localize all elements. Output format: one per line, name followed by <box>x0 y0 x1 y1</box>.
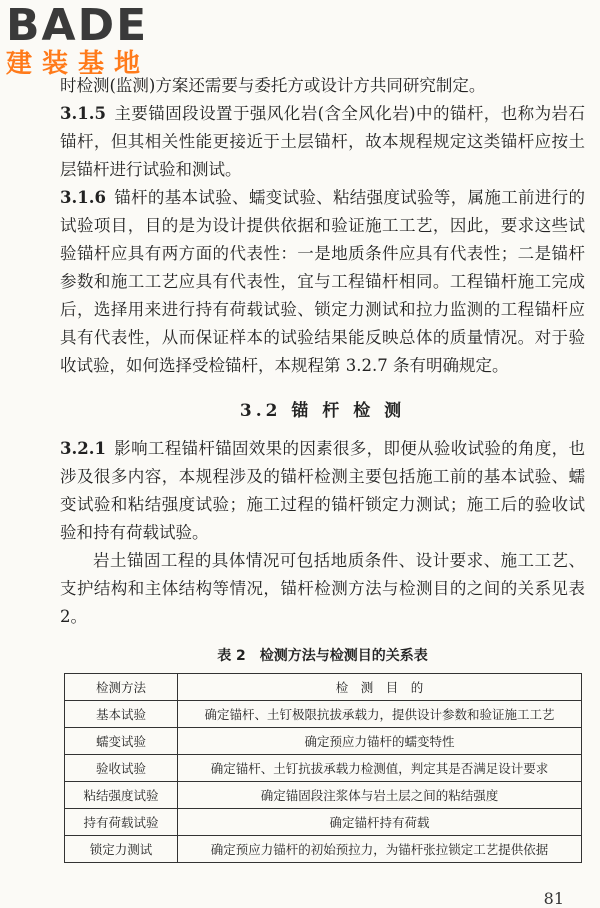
document-body <box>60 72 585 863</box>
clause-3-1-6 <box>60 184 585 380</box>
logo-subtext: 建装基地 <box>6 49 151 79</box>
clause-3-2-1 <box>60 435 585 547</box>
table-row <box>65 809 582 836</box>
logo-text: BADE <box>6 0 149 51</box>
clause-number: 3.1.5 <box>60 104 106 123</box>
paragraph-text: 时检测(监测)方案还需要与委托方或设计方共同研究制定。 <box>60 76 486 95</box>
paragraph-text: 岩土锚固工程的具体情况可包括地质条件、设计要求、施工工艺、支护结构和主体结构等情况，锚杆检测方法与检测目的之间的关系见表 2。 <box>60 551 585 626</box>
header-purpose: 检 测 目 的 <box>178 674 582 701</box>
table-row <box>65 728 582 755</box>
purpose-cell: 确定锚杆、土钉极限抗拔承载力，提供设计参数和验证施工工艺 <box>178 701 582 728</box>
section-title <box>60 396 585 421</box>
clause-text: 锚杆的基本试验、蠕变试验、粘结强度试验等，属施工前进行的试验项目，目的是为设计提供依据和验证施工工艺，因此，要求这些试验锚杆应具有两方面的代表性：一是地质条件应具有代表性；二是锚杆参数和施工工艺应具有代表性，宜与工程锚杆相同。工程锚杆施工完成后，选择用来进行持有荷载试验、锁定力测试和拉力监测的工程锚杆应具有代表性，从而保证样本的试验结果能反映总体的质量情况。对于验收试验，如何选择受检锚杆，本规程第 3.2.7 条有明确规定。 <box>60 188 585 375</box>
clause-number: 3.1.6 <box>60 188 106 207</box>
method-cell: 基本试验 <box>65 701 178 728</box>
table-caption: 表 2 检测方法与检测目的关系表 <box>217 648 428 664</box>
clause-text: 主要锚固段设置于强风化岩(含全风化岩)中的锚杆，也称为岩石锚杆，但其相关性能更接近于土层锚杆，故本规程规定这类锚杆应按土层锚杆进行试验和测试。 <box>60 104 585 179</box>
section-number: 3.2 <box>239 401 282 421</box>
method-cell: 粘结强度试验 <box>65 782 178 809</box>
table-row <box>65 836 582 863</box>
method-purpose-table <box>64 673 582 863</box>
page-number: 81 <box>543 889 564 908</box>
method-cell: 持有荷载试验 <box>65 809 178 836</box>
purpose-cell: 确定锚杆持有荷载 <box>178 809 582 836</box>
purpose-cell: 确定预应力锚杆的蠕变特性 <box>178 728 582 755</box>
paragraph <box>60 547 585 631</box>
purpose-cell: 确定预应力锚杆的初始预拉力，为锚杆张拉锁定工艺提供依据 <box>178 836 582 863</box>
method-cell: 验收试验 <box>65 755 178 782</box>
method-cell: 锁定力测试 <box>65 836 178 863</box>
table-row <box>65 782 582 809</box>
clause-text: 影响工程锚杆锚固效果的因素很多，即便从验收试验的角度，也涉及很多内容，本规程涉及的锚杆检测主要包括施工前的基本试验、蠕变试验和粘结强度试验；施工过程的锚杆锁定力测试；施工后的验收试验和持有荷载试验。 <box>60 439 585 542</box>
clause-number: 3.2.1 <box>60 439 106 458</box>
purpose-cell: 确定锚固段注浆体与岩土层之间的粘结强度 <box>178 782 582 809</box>
purpose-cell: 确定锚杆、土钉抗拔承载力检测值，判定其是否满足设计要求 <box>178 755 582 782</box>
table-row <box>65 755 582 782</box>
site-logo <box>6 0 176 79</box>
table-header-row <box>65 674 582 701</box>
method-cell: 蠕变试验 <box>65 728 178 755</box>
header-method: 检测方法 <box>65 674 178 701</box>
paragraph <box>60 72 585 100</box>
section-heading: 锚 杆 检 测 <box>291 401 406 421</box>
clause-3-1-5 <box>60 100 585 184</box>
table-row <box>65 701 582 728</box>
